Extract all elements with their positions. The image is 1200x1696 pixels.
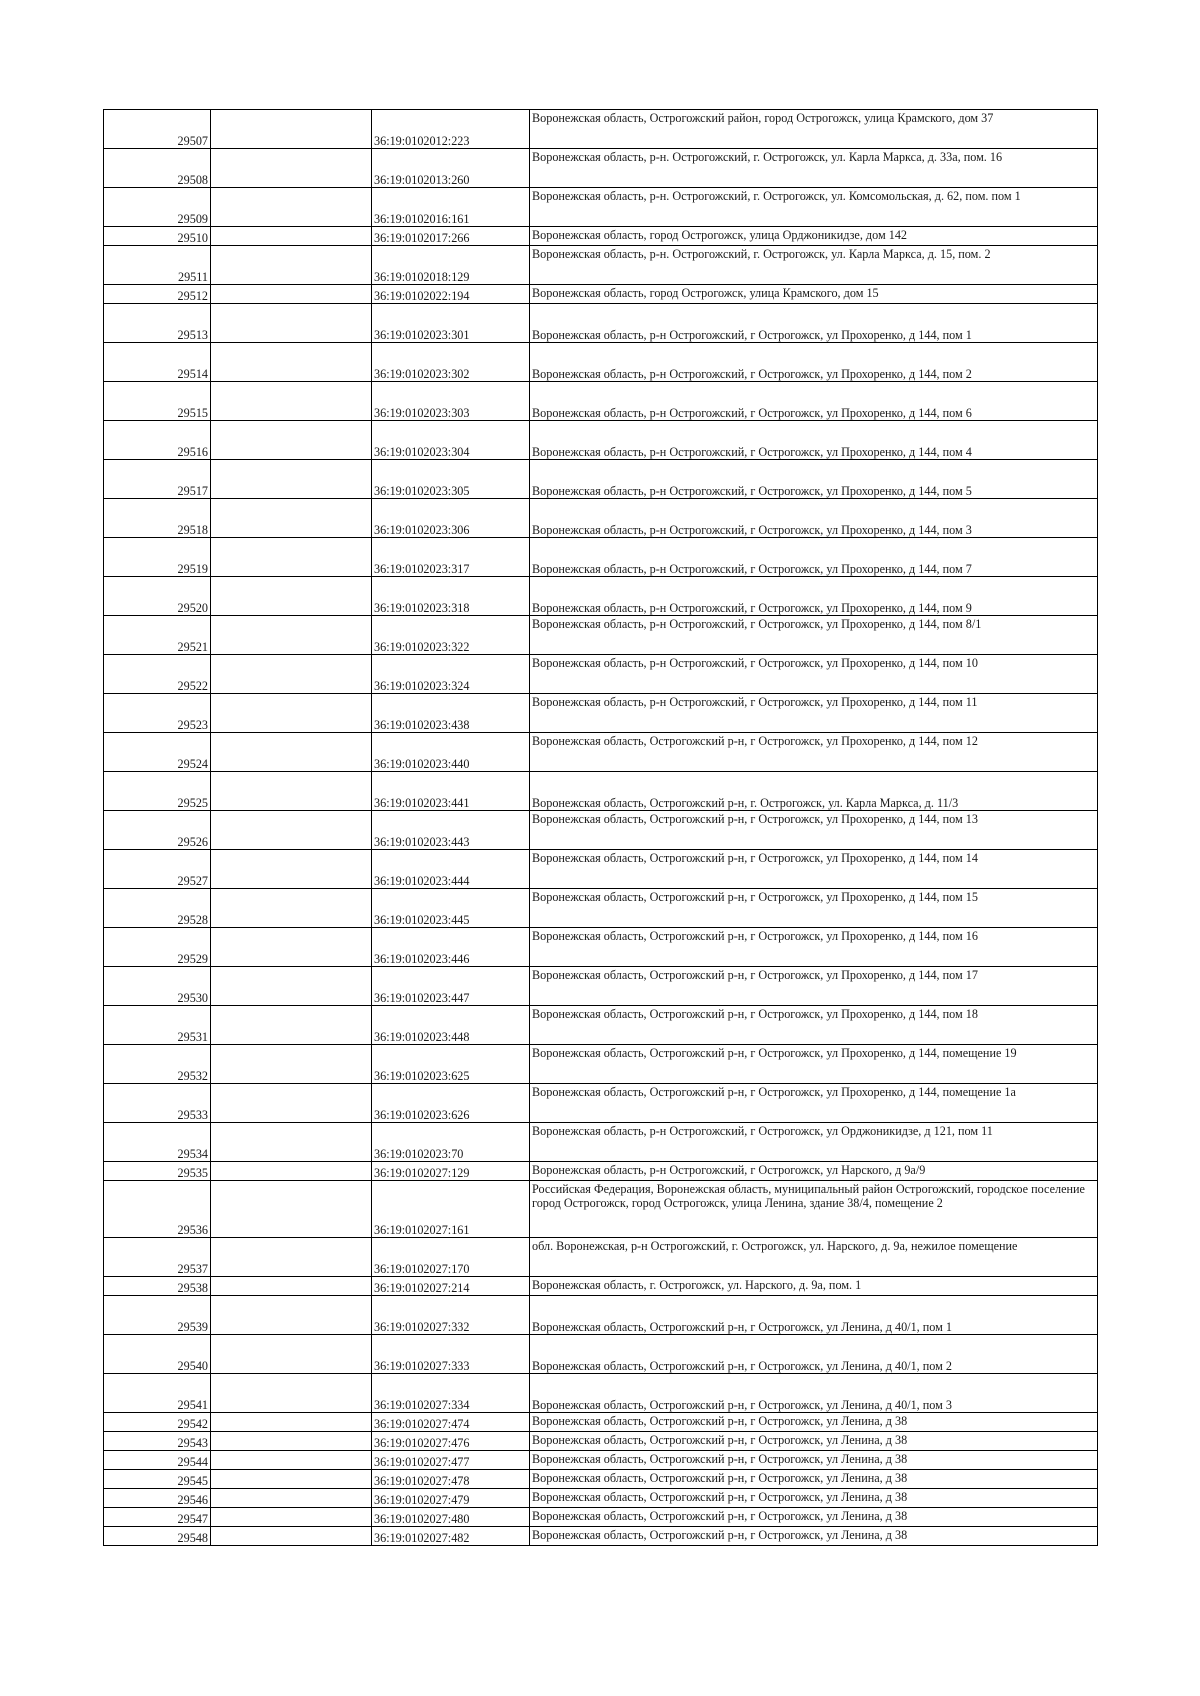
row-number-cell: 29534 [104, 1123, 211, 1162]
address-cell: Воронежская область, р-н Острогожский, г Острогожск, ул Прохоренко, д 144, пом 11 [530, 694, 1098, 733]
address-cell: Воронежская область, Острогожский р-н, г Острогожск, ул Прохоренко, д 144, помещение 1а [530, 1084, 1098, 1123]
table-row [104, 1277, 1098, 1296]
row-number-cell: 29517 [104, 460, 211, 499]
address-cell: Воронежская область, Острогожский р-н, г Острогожск, ул Прохоренко, д 144, пом 16 [530, 928, 1098, 967]
row-number-cell: 29539 [104, 1296, 211, 1335]
empty-cell [211, 616, 372, 655]
empty-cell [211, 1489, 372, 1508]
empty-cell [211, 1006, 372, 1045]
table-row [104, 1006, 1098, 1045]
cadastral-number-cell: 36:19:0102027:474 [372, 1413, 530, 1432]
empty-cell [211, 1181, 372, 1238]
cadastral-number-cell: 36:19:0102023:322 [372, 616, 530, 655]
cadastral-number-cell: 36:19:0102022:194 [372, 285, 530, 304]
cadastral-number-cell: 36:19:0102023:438 [372, 694, 530, 733]
cadastral-number-cell: 36:19:0102023:625 [372, 1045, 530, 1084]
table-row [104, 421, 1098, 460]
row-number-cell: 29543 [104, 1432, 211, 1451]
address-cell: Российская Федерация, Воронежская область, муниципальный район Острогожский, городское поселение город Острогожск, город Острогожск, улица Ленина, здание 38/4, помещение 2 [530, 1181, 1098, 1238]
address-cell: Воронежская область, Острогожский р-н, г Острогожск, ул Ленина, д 38 [530, 1470, 1098, 1489]
table-row [104, 1451, 1098, 1470]
address-cell: Воронежская область, Острогожский р-н, г Острогожск, ул Прохоренко, д 144, пом 14 [530, 850, 1098, 889]
address-cell: Воронежская область, Острогожский р-н, г Острогожск, ул Ленина, д 40/1, пом 3 [530, 1374, 1098, 1413]
empty-cell [211, 967, 372, 1006]
row-number-cell: 29547 [104, 1508, 211, 1527]
cadastral-number-cell: 36:19:0102023:304 [372, 421, 530, 460]
address-cell: Воронежская область, р-н Острогожский, г Острогожск, ул Орджоникидзе, д 121, пом 11 [530, 1123, 1098, 1162]
empty-cell [211, 538, 372, 577]
empty-cell [211, 227, 372, 246]
table-row [104, 1045, 1098, 1084]
table-row [104, 733, 1098, 772]
address-cell: Воронежская область, р-н Острогожский, г Острогожск, ул Прохоренко, д 144, пом 2 [530, 343, 1098, 382]
empty-cell [211, 1162, 372, 1181]
empty-cell [211, 1296, 372, 1335]
row-number-cell: 29520 [104, 577, 211, 616]
cadastral-number-cell: 36:19:0102023:443 [372, 811, 530, 850]
empty-cell [211, 246, 372, 285]
cadastral-number-cell: 36:19:0102023:70 [372, 1123, 530, 1162]
table-row [104, 1296, 1098, 1335]
address-cell: Воронежская область, Острогожский р-н, г Острогожск, ул Ленина, д 38 [530, 1451, 1098, 1470]
address-cell: Воронежская область, Острогожский р-н, г Острогожск, ул Ленина, д 40/1, пом 2 [530, 1335, 1098, 1374]
address-cell: Воронежская область, р-н Острогожский, г Острогожск, ул Прохоренко, д 144, пом 4 [530, 421, 1098, 460]
row-number-cell: 29510 [104, 227, 211, 246]
empty-cell [211, 1470, 372, 1489]
row-number-cell: 29515 [104, 382, 211, 421]
row-number-cell: 29540 [104, 1335, 211, 1374]
row-number-cell: 29518 [104, 499, 211, 538]
row-number-cell: 29529 [104, 928, 211, 967]
row-number-cell: 29527 [104, 850, 211, 889]
address-cell: Воронежская область, р-н. Острогожский, г. Острогожск, ул. Комсомольская, д. 62, пом. пом 1 [530, 188, 1098, 227]
cadastral-number-cell: 36:19:0102027:214 [372, 1277, 530, 1296]
cadastral-number-cell: 36:19:0102023:626 [372, 1084, 530, 1123]
row-number-cell: 29542 [104, 1413, 211, 1432]
cadastral-number-cell: 36:19:0102027:476 [372, 1432, 530, 1451]
property-table [103, 109, 1098, 1546]
row-number-cell: 29524 [104, 733, 211, 772]
address-cell: Воронежская область, Острогожский р-н, г Острогожск, ул Прохоренко, д 144, пом 17 [530, 967, 1098, 1006]
row-number-cell: 29522 [104, 655, 211, 694]
address-cell: Воронежская область, Острогожский р-н, г Острогожск, ул Прохоренко, д 144, помещение 19 [530, 1045, 1098, 1084]
cadastral-number-cell: 36:19:0102023:306 [372, 499, 530, 538]
row-number-cell: 29525 [104, 772, 211, 811]
cadastral-number-cell: 36:19:0102017:266 [372, 227, 530, 246]
empty-cell [211, 1045, 372, 1084]
table-row [104, 1084, 1098, 1123]
address-cell: Воронежская область, Острогожский р-н, г Острогожск, ул Ленина, д 40/1, пом 1 [530, 1296, 1098, 1335]
row-number-cell: 29545 [104, 1470, 211, 1489]
empty-cell [211, 188, 372, 227]
cadastral-number-cell: 36:19:0102023:301 [372, 304, 530, 343]
empty-cell [211, 304, 372, 343]
cadastral-number-cell: 36:19:0102023:317 [372, 538, 530, 577]
address-cell: Воронежская область, Острогожский р-н, г Острогожск, ул Прохоренко, д 144, пом 12 [530, 733, 1098, 772]
table-row [104, 285, 1098, 304]
row-number-cell: 29536 [104, 1181, 211, 1238]
table-row [104, 1527, 1098, 1546]
empty-cell [211, 1374, 372, 1413]
cadastral-number-cell: 36:19:0102027:333 [372, 1335, 530, 1374]
table-row [104, 1432, 1098, 1451]
table-row [104, 188, 1098, 227]
row-number-cell: 29507 [104, 110, 211, 149]
empty-cell [211, 733, 372, 772]
table-row [104, 1489, 1098, 1508]
row-number-cell: 29544 [104, 1451, 211, 1470]
address-cell: Воронежская область, Острогожский р-н, г Острогожск, ул Прохоренко, д 144, пом 15 [530, 889, 1098, 928]
table-row [104, 1123, 1098, 1162]
table-row [104, 1470, 1098, 1489]
cadastral-number-cell: 36:19:0102023:305 [372, 460, 530, 499]
address-cell: Воронежская область, Острогожский р-н, г Острогожск, ул Ленина, д 38 [530, 1527, 1098, 1546]
cadastral-number-cell: 36:19:0102023:444 [372, 850, 530, 889]
address-cell: Воронежская область, р-н Острогожский, г Острогожск, ул Прохоренко, д 144, пом 1 [530, 304, 1098, 343]
empty-cell [211, 1413, 372, 1432]
table-row [104, 1374, 1098, 1413]
row-number-cell: 29537 [104, 1238, 211, 1277]
table-row [104, 655, 1098, 694]
cadastral-number-cell: 36:19:0102027:477 [372, 1451, 530, 1470]
address-cell: Воронежская область, Острогожский р-н, г. Острогожск, ул. Карла Маркса, д. 11/3 [530, 772, 1098, 811]
row-number-cell: 29512 [104, 285, 211, 304]
row-number-cell: 29511 [104, 246, 211, 285]
address-cell: Воронежская область, город Острогожск, улица Крамского, дом 15 [530, 285, 1098, 304]
table-row [104, 772, 1098, 811]
property-table-body [104, 110, 1098, 1546]
cadastral-number-cell: 36:19:0102027:480 [372, 1508, 530, 1527]
address-cell: Воронежская область, Острогожский район, город Острогожск, улица Крамского, дом 37 [530, 110, 1098, 149]
cadastral-number-cell: 36:19:0102027:334 [372, 1374, 530, 1413]
empty-cell [211, 110, 372, 149]
cadastral-number-cell: 36:19:0102027:478 [372, 1470, 530, 1489]
table-row [104, 616, 1098, 655]
cadastral-number-cell: 36:19:0102023:441 [372, 772, 530, 811]
cadastral-number-cell: 36:19:0102012:223 [372, 110, 530, 149]
empty-cell [211, 421, 372, 460]
table-row [104, 694, 1098, 733]
row-number-cell: 29533 [104, 1084, 211, 1123]
table-row [104, 499, 1098, 538]
empty-cell [211, 1508, 372, 1527]
address-cell: обл. Воронежская, р-н Острогожский, г. Острогожск, ул. Нарского, д. 9а, нежилое помещение [530, 1238, 1098, 1277]
cadastral-number-cell: 36:19:0102027:479 [372, 1489, 530, 1508]
empty-cell [211, 655, 372, 694]
empty-cell [211, 460, 372, 499]
row-number-cell: 29528 [104, 889, 211, 928]
cadastral-number-cell: 36:19:0102027:170 [372, 1238, 530, 1277]
empty-cell [211, 1527, 372, 1546]
address-cell: Воронежская область, г. Острогожск, ул. Нарского, д. 9а, пом. 1 [530, 1277, 1098, 1296]
cadastral-number-cell: 36:19:0102018:129 [372, 246, 530, 285]
address-cell: Воронежская область, город Острогожск, улица Орджоникидзе, дом 142 [530, 227, 1098, 246]
address-cell: Воронежская область, р-н. Острогожский, г. Острогожск, ул. Карла Маркса, д. 33а, пом. 16 [530, 149, 1098, 188]
empty-cell [211, 928, 372, 967]
table-row [104, 110, 1098, 149]
row-number-cell: 29538 [104, 1277, 211, 1296]
address-cell: Воронежская область, р-н Острогожский, г Острогожск, ул Прохоренко, д 144, пом 6 [530, 382, 1098, 421]
address-cell: Воронежская область, р-н. Острогожский, г. Острогожск, ул. Карла Маркса, д. 15, пом. 2 [530, 246, 1098, 285]
address-cell: Воронежская область, Острогожский р-н, г Острогожск, ул Ленина, д 38 [530, 1489, 1098, 1508]
cadastral-number-cell: 36:19:0102023:448 [372, 1006, 530, 1045]
address-cell: Воронежская область, Острогожский р-н, г Острогожск, ул Ленина, д 38 [530, 1508, 1098, 1527]
cadastral-number-cell: 36:19:0102023:446 [372, 928, 530, 967]
cadastral-number-cell: 36:19:0102013:260 [372, 149, 530, 188]
row-number-cell: 29516 [104, 421, 211, 460]
empty-cell [211, 1277, 372, 1296]
table-row [104, 811, 1098, 850]
table-row [104, 382, 1098, 421]
row-number-cell: 29531 [104, 1006, 211, 1045]
row-number-cell: 29519 [104, 538, 211, 577]
table-row [104, 577, 1098, 616]
table-row [104, 304, 1098, 343]
row-number-cell: 29548 [104, 1527, 211, 1546]
address-cell: Воронежская область, р-н Острогожский, г Острогожск, ул Нарского, д 9а/9 [530, 1162, 1098, 1181]
address-cell: Воронежская область, р-н Острогожский, г Острогожск, ул Прохоренко, д 144, пом 7 [530, 538, 1098, 577]
address-cell: Воронежская область, р-н Острогожский, г Острогожск, ул Прохоренко, д 144, пом 9 [530, 577, 1098, 616]
cadastral-number-cell: 36:19:0102023:447 [372, 967, 530, 1006]
table-row [104, 889, 1098, 928]
empty-cell [211, 577, 372, 616]
cadastral-number-cell: 36:19:0102023:324 [372, 655, 530, 694]
row-number-cell: 29535 [104, 1162, 211, 1181]
row-number-cell: 29541 [104, 1374, 211, 1413]
empty-cell [211, 285, 372, 304]
row-number-cell: 29523 [104, 694, 211, 733]
table-row [104, 1181, 1098, 1238]
empty-cell [211, 382, 372, 421]
address-cell: Воронежская область, Острогожский р-н, г Острогожск, ул Ленина, д 38 [530, 1413, 1098, 1432]
table-row [104, 538, 1098, 577]
address-cell: Воронежская область, р-н Острогожский, г Острогожск, ул Прохоренко, д 144, пом 10 [530, 655, 1098, 694]
cadastral-number-cell: 36:19:0102027:161 [372, 1181, 530, 1238]
cadastral-number-cell: 36:19:0102027:482 [372, 1527, 530, 1546]
address-cell: Воронежская область, Острогожский р-н, г Острогожск, ул Ленина, д 38 [530, 1432, 1098, 1451]
empty-cell [211, 1123, 372, 1162]
cadastral-number-cell: 36:19:0102027:129 [372, 1162, 530, 1181]
table-row [104, 246, 1098, 285]
empty-cell [211, 1335, 372, 1374]
row-number-cell: 29526 [104, 811, 211, 850]
cadastral-number-cell: 36:19:0102016:161 [372, 188, 530, 227]
table-row [104, 227, 1098, 246]
row-number-cell: 29508 [104, 149, 211, 188]
row-number-cell: 29514 [104, 343, 211, 382]
empty-cell [211, 343, 372, 382]
cadastral-number-cell: 36:19:0102023:318 [372, 577, 530, 616]
address-cell: Воронежская область, р-н Острогожский, г Острогожск, ул Прохоренко, д 144, пом 3 [530, 499, 1098, 538]
table-row [104, 1335, 1098, 1374]
row-number-cell: 29521 [104, 616, 211, 655]
table-row [104, 1162, 1098, 1181]
row-number-cell: 29530 [104, 967, 211, 1006]
row-number-cell: 29509 [104, 188, 211, 227]
empty-cell [211, 1084, 372, 1123]
address-cell: Воронежская область, Острогожский р-н, г Острогожск, ул Прохоренко, д 144, пом 13 [530, 811, 1098, 850]
cadastral-number-cell: 36:19:0102027:332 [372, 1296, 530, 1335]
table-row [104, 343, 1098, 382]
table-row [104, 1413, 1098, 1432]
row-number-cell: 29513 [104, 304, 211, 343]
table-row [104, 928, 1098, 967]
empty-cell [211, 772, 372, 811]
table-row [104, 1508, 1098, 1527]
empty-cell [211, 1451, 372, 1470]
table-row [104, 967, 1098, 1006]
cadastral-number-cell: 36:19:0102023:303 [372, 382, 530, 421]
table-row [104, 1238, 1098, 1277]
table-row [104, 460, 1098, 499]
table-row [104, 850, 1098, 889]
empty-cell [211, 694, 372, 733]
empty-cell [211, 1238, 372, 1277]
address-cell: Воронежская область, Острогожский р-н, г Острогожск, ул Прохоренко, д 144, пом 18 [530, 1006, 1098, 1045]
empty-cell [211, 850, 372, 889]
empty-cell [211, 889, 372, 928]
empty-cell [211, 499, 372, 538]
table-row [104, 149, 1098, 188]
empty-cell [211, 1432, 372, 1451]
empty-cell [211, 811, 372, 850]
row-number-cell: 29532 [104, 1045, 211, 1084]
address-cell: Воронежская область, р-н Острогожский, г Острогожск, ул Прохоренко, д 144, пом 5 [530, 460, 1098, 499]
row-number-cell: 29546 [104, 1489, 211, 1508]
cadastral-number-cell: 36:19:0102023:440 [372, 733, 530, 772]
cadastral-number-cell: 36:19:0102023:445 [372, 889, 530, 928]
address-cell: Воронежская область, р-н Острогожский, г Острогожск, ул Прохоренко, д 144, пом 8/1 [530, 616, 1098, 655]
empty-cell [211, 149, 372, 188]
cadastral-number-cell: 36:19:0102023:302 [372, 343, 530, 382]
